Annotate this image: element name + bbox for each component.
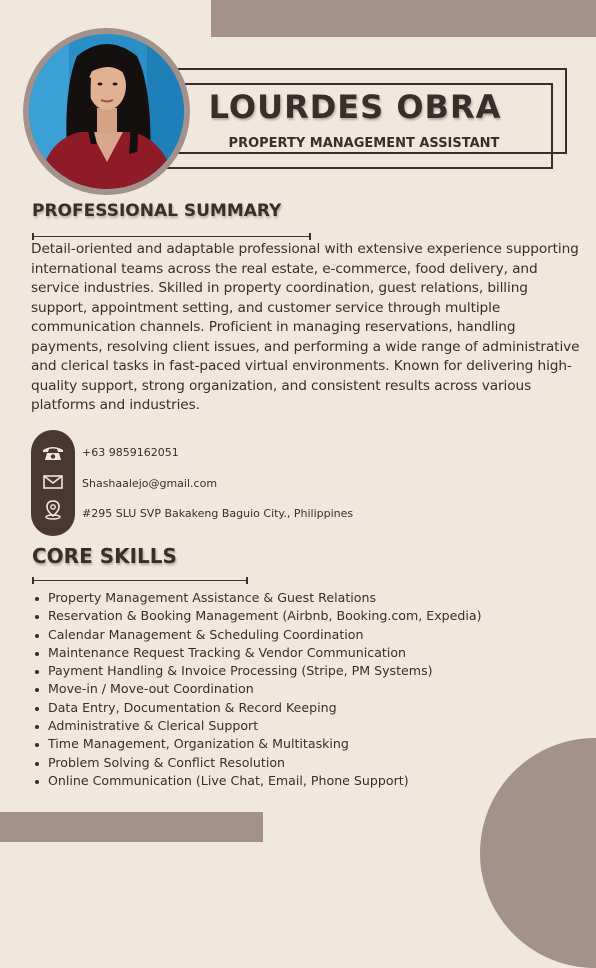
skill-item: Calendar Management & Scheduling Coordination xyxy=(33,626,482,644)
mail-icon xyxy=(41,472,65,492)
decorative-corner-circle xyxy=(480,738,596,968)
skill-item: Payment Handling & Invoice Processing (Stripe, PM Systems) xyxy=(33,662,482,680)
candidate-role: PROPERTY MANAGEMENT ASSISTANT xyxy=(228,136,500,151)
skill-item: Data Entry, Documentation & Record Keeping xyxy=(33,699,482,717)
candidate-name: LOURDES OBRA xyxy=(208,88,502,126)
skills-list xyxy=(33,589,482,790)
location-pin-icon xyxy=(41,500,65,520)
contact-address: #295 SLU SVP Bakakeng Baguio City., Philippines xyxy=(82,507,354,520)
summary-divider xyxy=(32,236,311,237)
skill-item: Problem Solving & Conflict Resolution xyxy=(33,754,482,772)
skill-item: Property Management Assistance & Guest Relations xyxy=(33,589,482,607)
skills-divider xyxy=(32,580,248,581)
profile-photo-illustration xyxy=(29,34,184,189)
profile-photo xyxy=(29,34,184,189)
skill-item: Maintenance Request Tracking & Vendor Communication xyxy=(33,644,482,662)
contact-phone: +63 9859162051 xyxy=(82,446,179,459)
skill-item: Time Management, Organization & Multitasking xyxy=(33,735,482,753)
summary-paragraph: Detail-oriented and adaptable professional with extensive experience supporting international teams across the real estate, e-commerce, food delivery, and service industries. Skilled in property coordination, guest relations, billing support, appointment setting, and customer service through multiple communication channels. Proficient in managing reservations, handling payments, resolving client issues, and performing a wide range of administrative and clerical tasks in fast-paced virtual environments. Known for delivering high-quality support, strong organization, and consistent results across various platforms and industries. xyxy=(31,241,580,413)
decorative-bottom-bar xyxy=(0,812,263,842)
skill-item: Reservation & Booking Management (Airbnb, Booking.com, Expedia) xyxy=(33,607,482,625)
phone-icon xyxy=(41,443,65,463)
skill-item: Move-in / Move-out Coordination xyxy=(33,680,482,698)
decorative-top-bar xyxy=(211,0,596,37)
contact-email: Shashaalejo@gmail.com xyxy=(82,477,218,490)
skill-item: Administrative & Clerical Support xyxy=(33,717,482,735)
skills-heading: CORE SKILLS xyxy=(32,544,177,568)
summary-heading: PROFESSIONAL SUMMARY xyxy=(32,201,282,221)
skill-item: Online Communication (Live Chat, Email, Phone Support) xyxy=(33,772,482,790)
